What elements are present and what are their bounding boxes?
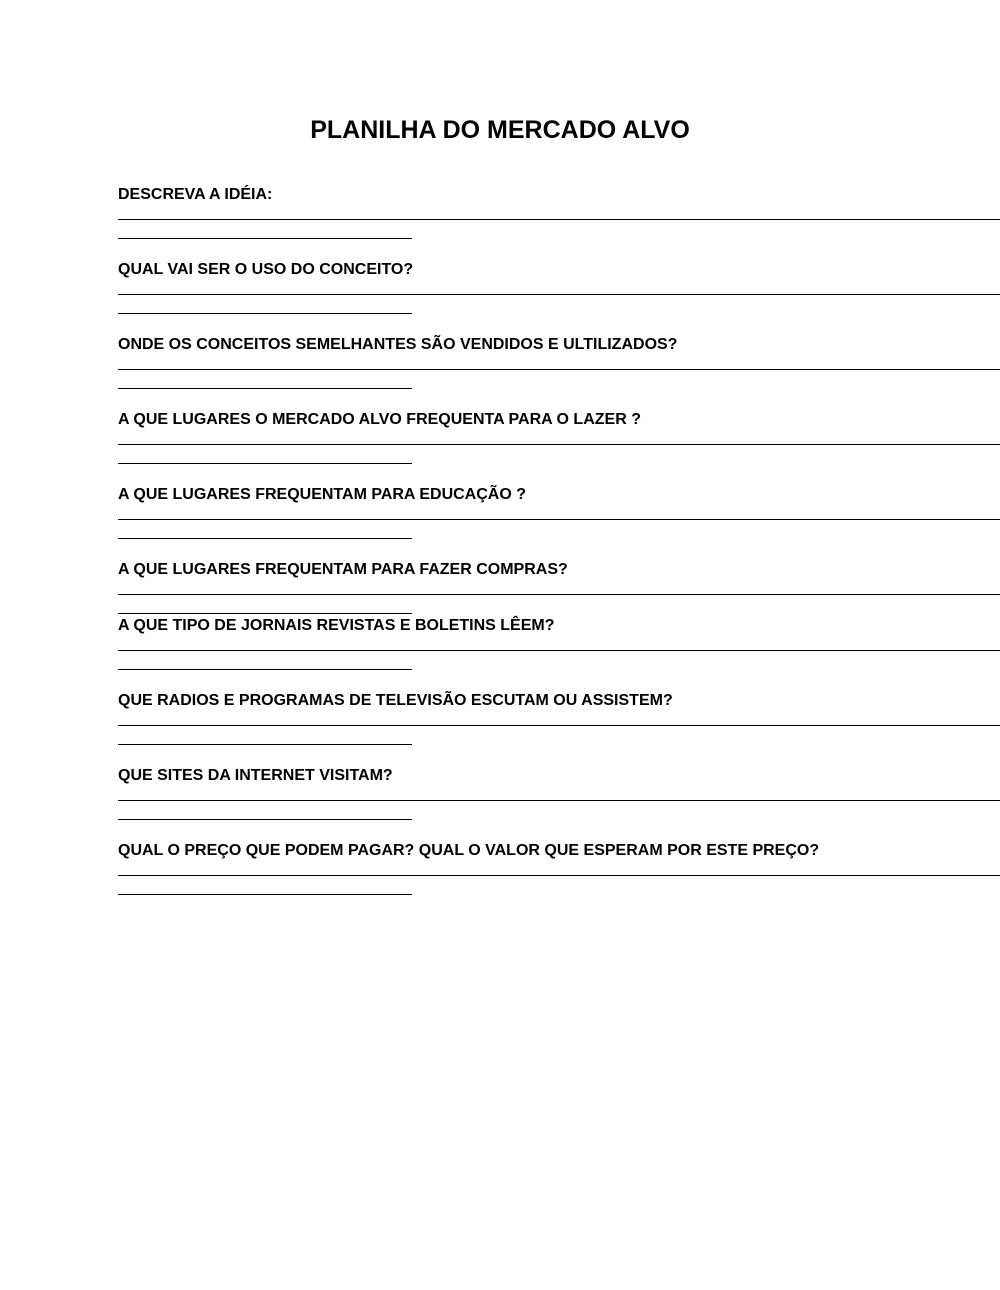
answer-line-short[interactable]	[118, 388, 412, 389]
question-label: QUE SITES DA INTERNET VISITAM?	[118, 767, 393, 784]
answer-line[interactable]	[118, 594, 1000, 595]
question-label: QUAL VAI SER O USO DO CONCEITO?	[118, 261, 414, 278]
answer-line-short[interactable]	[118, 669, 412, 670]
answer-line[interactable]	[118, 444, 1000, 445]
answer-line[interactable]	[118, 800, 1000, 801]
answer-line[interactable]	[118, 650, 1000, 651]
question-label: ONDE OS CONCEITOS SEMELHANTES SÃO VENDIDOS E ULTILIZADOS?	[118, 336, 678, 353]
answer-line-short[interactable]	[118, 744, 412, 745]
question-label: A QUE LUGARES FREQUENTAM PARA FAZER COMPRAS?	[118, 561, 568, 578]
answer-line-short[interactable]	[118, 463, 412, 464]
answer-line[interactable]	[118, 294, 1000, 295]
answer-line[interactable]	[118, 519, 1000, 520]
answer-line-short[interactable]	[118, 313, 412, 314]
answer-line-short[interactable]	[118, 819, 412, 820]
question-label: A QUE LUGARES FREQUENTAM PARA EDUCAÇÃO ?	[118, 486, 526, 503]
answer-line[interactable]	[118, 875, 1000, 876]
question-label: QUE RADIOS E PROGRAMAS DE TELEVISÃO ESCUTAM OU ASSISTEM?	[118, 692, 673, 709]
page-title: PLANILHA DO MERCADO ALVO	[310, 116, 690, 144]
question-label: A QUE TIPO DE JORNAIS REVISTAS E BOLETINS LÊEM?	[118, 617, 555, 634]
answer-line-short[interactable]	[118, 613, 412, 614]
answer-line-short[interactable]	[118, 894, 412, 895]
answer-line[interactable]	[118, 369, 1000, 370]
answer-line-short[interactable]	[118, 238, 412, 239]
question-label: QUAL O PREÇO QUE PODEM PAGAR? QUAL O VALOR QUE ESPERAM POR ESTE PREÇO?	[118, 842, 820, 859]
question-label: A QUE LUGARES O MERCADO ALVO FREQUENTA PARA O LAZER ?	[118, 411, 641, 428]
answer-line[interactable]	[118, 219, 1000, 220]
answer-line-short[interactable]	[118, 538, 412, 539]
question-label: DESCREVA A IDÉIA:	[118, 186, 273, 203]
answer-line[interactable]	[118, 725, 1000, 726]
